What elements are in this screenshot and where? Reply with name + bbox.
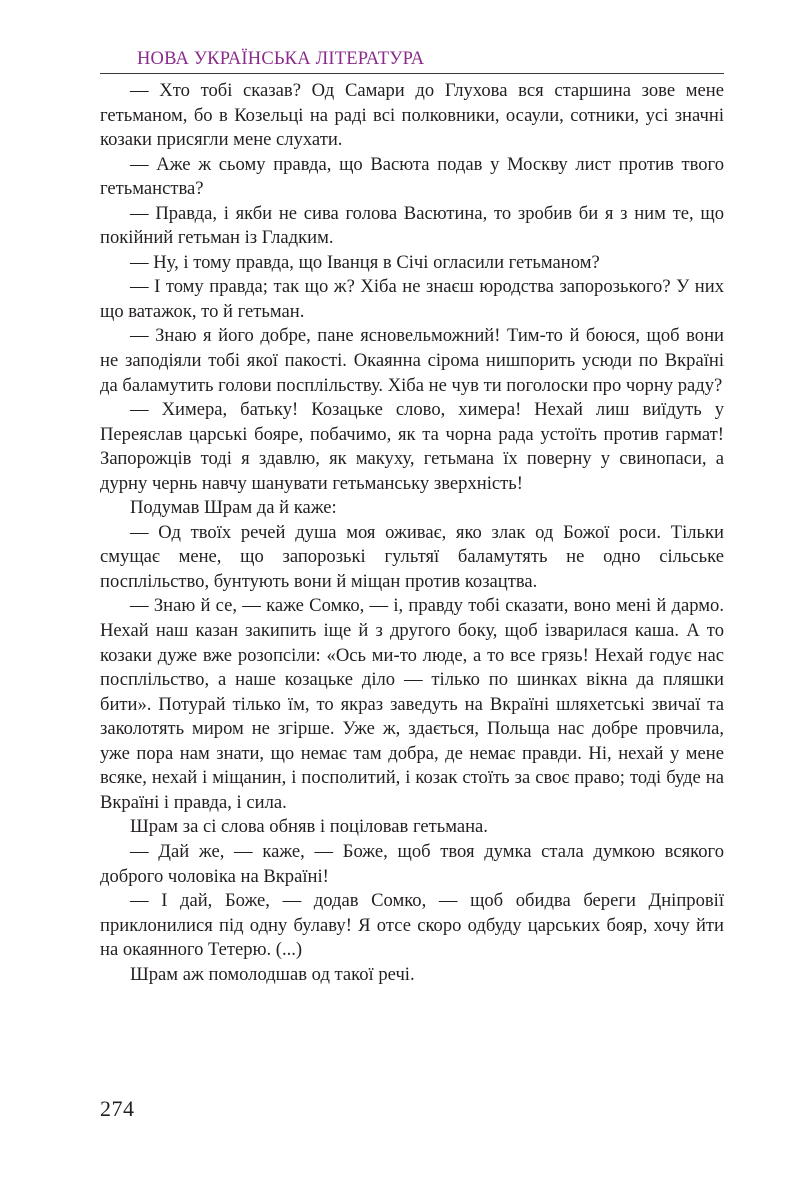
paragraph: — Знаю я його добре, пане ясновельможний! Тим-то й боюся, щоб вони не заподіяли тобі якої пакості. Окаянна сірома нишпорить усюди по Вкраїні да баламутить голови посплільству. Хіба не чув ти поголоски про чорну раду?	[100, 325, 724, 396]
paragraph: — Химера, батьку! Козацьке слово, химера! Нехай лиш виїдуть у Переяслав царські бояре, побачимо, як та чорна рада устоїть против гармат! Запорожців тоді я здавлю, як макуху, гетьмана їх поверну у свинопаси, а дурну чернь навчу шанувати гетьманську зверхність!	[100, 399, 724, 494]
paragraph: — І дай, Боже, — додав Сомко, — щоб обидва береги Дніпровії приклонилися під одну булаву! Я отсе скоро одбуду царських бояр, хочу йти на окаянного Тетерю. (...)	[100, 890, 724, 961]
paragraph: — Ну, і тому правда, що Іванця в Січі огласили гетьманом?	[130, 251, 600, 273]
paragraph: — Од твоїх речей душа моя оживає, яко злак од Божої роси. Тільки смущає мене, що запорозькі гультяї баламутять не одно сільське посплільство, бунтують вони й міщан против козацтва.	[100, 521, 724, 592]
paragraph: — І тому правда; так що ж? Хіба не знаєш юродства запорозького? У них що ватажок, то й гетьман.	[100, 276, 724, 322]
page-body	[100, 79, 724, 987]
paragraph: — Дай же, — каже, — Боже, щоб твоя думка стала думкою всякого доброго чоловіка на Вкраїні!	[100, 840, 724, 887]
header-divider	[100, 73, 724, 74]
paragraph: Подумав Шрам да й каже:	[130, 497, 337, 519]
paragraph: — Хто тобі сказав? Од Самари до Глухова вся старшина зове мене гетьманом, бо в Козельці на раді всі полковники, осаули, сотники, усі значні козаки присягли мене слухати.	[100, 80, 724, 151]
paragraph: — Знаю й се, — каже Сомко, — і, правду тобі сказати, воно мені й дармо. Нехай наш казан закипить іще й з другого боку, щоб ізварилася каша. А то козаки дуже вже розопсіли: «Ось ми-то люде, а то все грязь! Нехай годує нас посплільство, а наше козацьке діло — тілько по шинках вікна да пляшки бити». Потурай тілько їм, то якраз заведуть на Вкраїні шляхетські звичаї та заколотять миром не згірше. Уже ж, здається, Польща нас добре провчила, уже пора нам знати, що немає там добра, де немає правди. Ні, нехай у мене всяке, нехай і міщанин, і посполитий, і козак стоїть за своє право; тоді буде на Вкраїні і правда, і сила.	[100, 595, 724, 813]
running-header-title: НОВА УКРАЇНСЬКА ЛІТЕРАТУРА	[137, 49, 425, 69]
paragraph: Шрам за сі слова обняв і поціловав гетьмана.	[130, 816, 488, 838]
paragraph: Шрам аж помолодшав од такої речі.	[130, 963, 415, 985]
paragraph: — Правда, і якби не сива голова Васютина, то зробив би я з ним те, що покійний гетьман із Гладким.	[100, 202, 724, 249]
paragraph: — Аже ж сьому правда, що Васюта подав у Москву лист против твого гетьманства?	[100, 153, 724, 200]
page-number: 274	[100, 1096, 135, 1121]
